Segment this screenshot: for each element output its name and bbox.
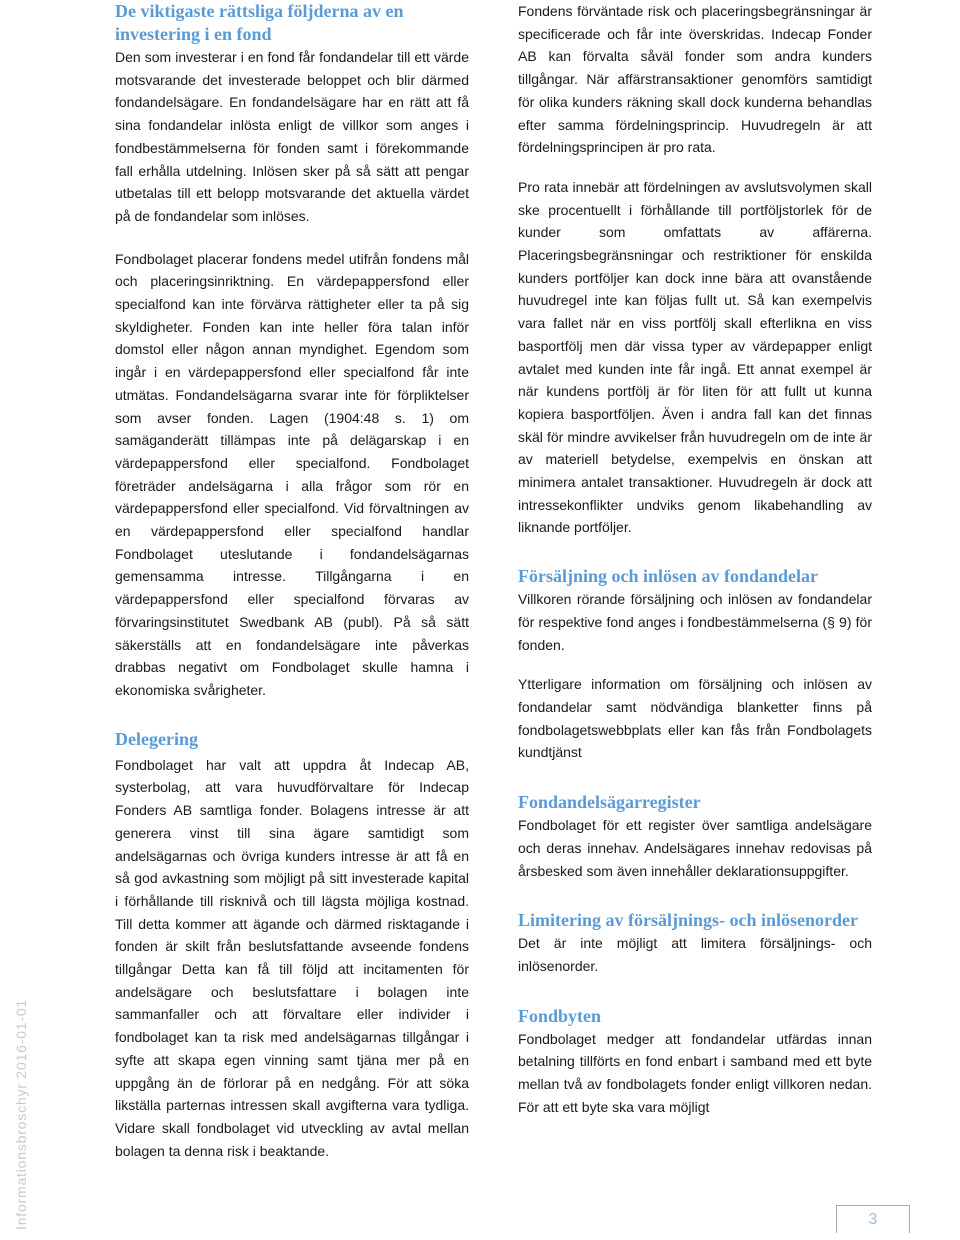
paragraph-delegation: Fondbolaget har valt att uppdra åt Indecap AB, systerbolag, att vara huvudförvaltare för Indecap Fonders AB samtliga fonder. Bolagens intresse är att generera vinst till sina ägare samtidigt som andelsägarnas och övriga kunders intresse är att få en så god avkastning som möjligt på sitt investerade kapital i förhållande till risknivå och till lägsta möjliga kostnad. Till detta kommer att ägande och därmed risktagande i fonden är skilt från beslutsfattande avseende fondens tillgångar Detta kan få till följd att incitamenten för andelsägare och beslutsfattare i bolagen inte sammanfaller och att förvaltare eller individer i fondbolaget kan ta risk med andelsägarnas tillgångar i syfte att skapa egen vinning samt tjäna mer på en uppgång än de förlorar på en nedgång. För att söka likställa parternas intressen skall avgifterna vara tydliga. Vidare skall fondbolaget vid utveckling av avtal mellan bolagen ta denna risk i beaktande. — [115, 756, 469, 1159]
paragraph-register: Fondbolaget för ett register över samtliga andelsägare och deras innehav. Andelsägares innehav redovisas på årsbesked som även innehåller deklarationsuppgifter. — [518, 817, 872, 879]
paragraph-sale-terms: Villkoren rörande försäljning och inlösen av fondandelar för respektive fond anges i fondbestämmelserna (§ 9) för fonden. — [518, 591, 872, 653]
heading-sale-redemption: Försäljning och inlösen av fondandelar — [518, 566, 819, 587]
heading-limit-orders: Limitering av försäljnings- och inlösenorder — [518, 910, 858, 931]
paragraph-placement: Fondbolaget placerar fondens medel utifrån fondens mål och placeringsinriktning. En värdepappersfond eller specialfond kan inte förvärva rättigheter eller ta på sig skyldigheter. Fonden kan inte heller föra talan inför domstol eller någon annan myndighet. Egendom som ingår i en värdepappersfond eller specialfond får inte utmätas. Fondandelsägarna svarar inte för förpliktelser som avser fonden. Lagen (1904:48 s. 1) om samäganderätt tillämpas inte på delägarskap i en värdepappersfond eller specialfond. Fondbolaget företräder andelsägarna i alla frågor som rör en värdepappersfond eller specialfond. Vid förvaltningen av en värdepappersfond eller specialfond handlar Fondbolaget uteslutande i fondandelsägarnas gemensamma intresse. Tillgångarna i en värdepappersfond eller specialfond förvaras av förvaringsinstitutet Swedbank AB (publ). På så sätt säkerställs att en fondandelsägare inte påverkas drabbas negativt om Fondbolaget skulle hamna i ekonomiska svårigheter. — [115, 250, 469, 698]
heading-delegation: Delegering — [115, 728, 198, 749]
paragraph-investment: Den som investerar i en fond får fondandelar till ett värde motsvarande det investerade beloppet och blir därmed fondandelsägare. En fondandelsägare har en rätt att få sina fondandelar inlösta enligt de villkor som anges i fondbestämmelserna för fonden samt i förekommande fall erhålla utdelning. Inlösen sker på så sätt att pengar utbetalas till ett belopp motsvarande det aktuella värdet på de fondandelar som inlöses. — [115, 49, 469, 224]
heading-fund-switch: Fondbyten — [518, 1005, 602, 1026]
paragraph-risk-limits: Fondens förväntade risk och placeringsbegränsningar är specificerade och får inte överskridas. Indecap Fonder AB kan förvalta såväl fonder som andra kunders tillgångar. När affärstransaktioner genomförs samtidigt för olika kunders räkning skall dock kunderna behandlas efter samma fördelningsprincip. Huvudregeln är att fördelningsprincipen är pro rata. — [518, 3, 872, 156]
sidebar-footer-text: Informationsbroschyr 2016-01-01 — [13, 998, 29, 1230]
heading-register: Fondandelsägarregister — [518, 792, 701, 813]
paragraph-limit-orders: Det är inte möjligt att limitera försäljnings- och inlösenorder. — [518, 935, 872, 974]
paragraph-more-info: Ytterligare information om försäljning och inlösen av fondandelar samt nödvändiga blanketter finns på fondbolagetswebbplats eller kan fås från Fondbolagets kundtjänst — [518, 676, 872, 761]
right-column — [518, 0, 872, 1118]
left-column — [115, 0, 469, 1162]
paragraph-pro-rata: Pro rata innebär att fördelningen av avslutsvolymen skall ske procentuellt i förhållande till portföljstorlek för de kunder som omfattats av affärerna. Placeringsbegränsningar och restriktioner för enskilda kunders portföljer kan dock inne bära att ovanstående huvudregel inte kan följas fullt ut. Så kan exempelvis vara fallet när en viss portfölj skall efterlikna en viss basportfölj men där vissa typer av värdepapper enligt avtalet med kunden inte får ingå. Ett annat exempel är när kundens portfölj är för liten för att fullt ut kunna kopiera basportföljen. Även i andra fall kan det finnas skäl för mindre avvikelser från huvudregeln om de inte är av materiell betydelse, exempelvis en önskan att minimera antalet transaktioner. Huvudregeln är dock att intressekonflikter undviks genom likabehandling av liknande portföljer. — [518, 178, 872, 536]
paragraph-fund-switch: Fondbolaget medger att fondandelar utfärdas innan betalning tillförts en fond enbart i samband med ett byte mellan två av fondbolagets fonder enligt villkoren nedan. För att ett byte ska vara möjligt — [518, 1030, 872, 1115]
heading-legal-consequences: De viktigaste rättsliga följderna av en investering i en fond — [115, 1, 404, 44]
page-number: 3 — [836, 1205, 910, 1233]
